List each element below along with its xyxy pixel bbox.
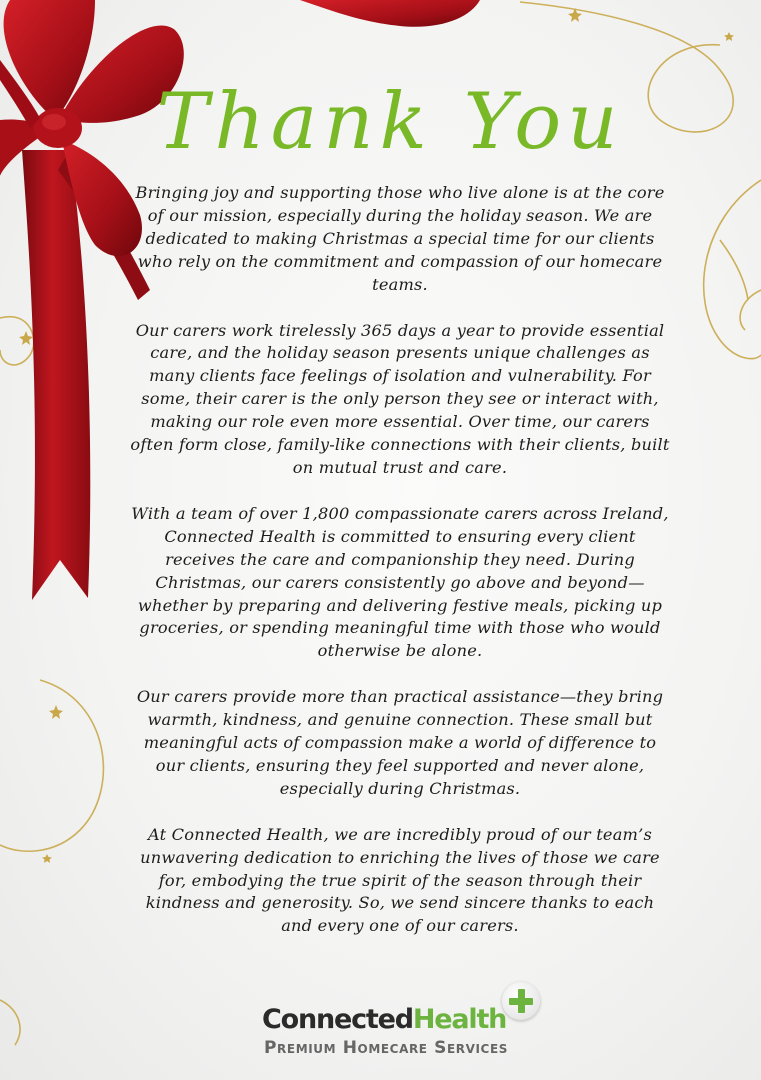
thank-you-title <box>150 70 630 180</box>
paragraph-thanks: At Connected Health, we are incredibly proud of our team’s unwavering dedication to enriching the lives of those we care for, embodying the true spirit of the season through their kindness and generosity. So, we send sincere thanks to each and every one of our carers. <box>140 824 660 936</box>
paragraph-carers-work: Our carers work tirelessly 365 days a year to provide essential care, and the holiday season presents unique challenges as many clients face feelings of isolation and vulnerability. For some, their carer is the only person they see or interact with, making our role even more essential. Over time, our carers often form close, family-like connections with their clients, built on mutual trust and care. <box>130 320 670 477</box>
logo-name <box>262 1004 506 1035</box>
paragraph-intro: Bringing joy and supporting those who live alone is at the core of our mission, especially during the holiday season. We are dedicated to making Christmas a special time for our clients who rely on the commitment and compassion of our homecare teams. <box>135 183 665 294</box>
connected-health-logo <box>260 982 550 1062</box>
logo-name-part2: Health <box>412 1004 507 1035</box>
logo-tagline: Premium Homecare Services <box>264 1038 509 1058</box>
paragraph-team: With a team of over 1,800 compassionate carers across Ireland, Connected Health is committed to ensuring every client receives the care and companionship they need. During Christmas, our carers consistently go above and beyond—whether by preparing and delivering festive meals, picking up groceries, or spending meaningful time with those who would otherwise be alone. <box>131 503 669 661</box>
paragraph-warmth: Our carers provide more than practical assistance—they bring warmth, kindness, and genuine connection. These small but meaningful acts of compassion make a world of difference to our clients, ensuring they feel supported and never alone, especially during Christmas. <box>136 687 664 798</box>
logo-name-part1: Connected <box>262 1004 413 1035</box>
message-body <box>130 182 670 961</box>
title-text: Thank You <box>156 77 624 167</box>
plus-icon <box>502 982 540 1020</box>
